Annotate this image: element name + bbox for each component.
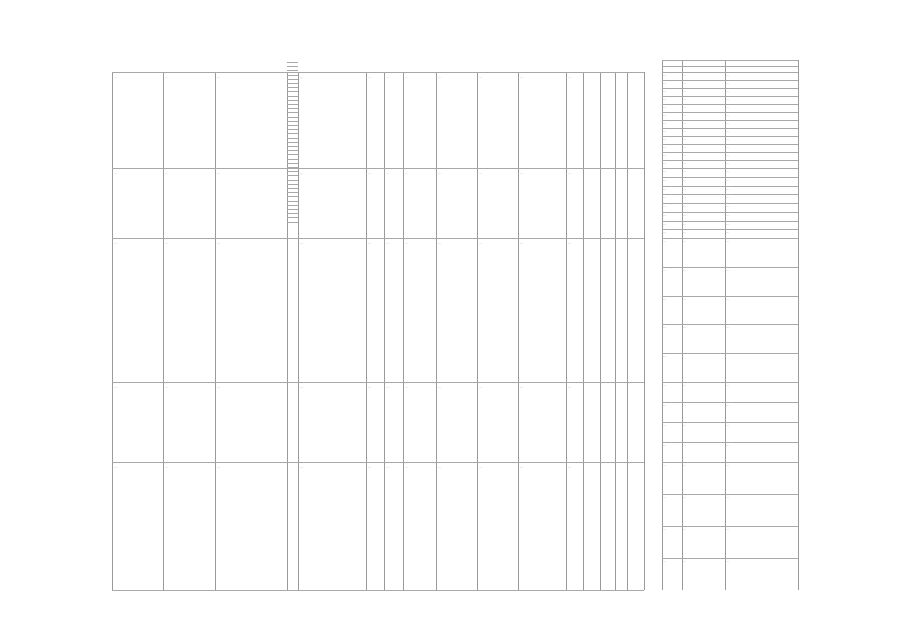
stub-line (287, 112, 298, 113)
grid-vline (163, 72, 164, 590)
cell-text: … (165, 465, 169, 469)
stub-line (287, 159, 298, 160)
stub-line (287, 167, 298, 168)
cell-text: … (479, 465, 483, 469)
sub-cell: … (683, 230, 687, 235)
sub-cell: … (683, 73, 687, 77)
sub-cell: … (726, 221, 730, 226)
grid-vline (583, 72, 584, 590)
sub-cell: … (683, 221, 687, 226)
sub-cell: … (726, 161, 730, 165)
stub-line (287, 70, 298, 71)
sub-cell: … (726, 559, 730, 563)
sub-hline (662, 72, 798, 73)
sub-cell: … (663, 403, 667, 407)
cell-text: … (300, 241, 304, 245)
grid-vline (615, 72, 616, 590)
cell-text: … (405, 385, 409, 389)
cell-text: … (300, 385, 304, 389)
sub-cell: … (663, 559, 667, 563)
sub-cell: … (663, 121, 667, 125)
stub-line (287, 104, 298, 105)
grid-hline (112, 168, 644, 169)
sub-cell: … (726, 463, 730, 467)
sub-cell: … (663, 169, 667, 173)
cell-text: … (479, 75, 483, 79)
cell-text: … (568, 171, 572, 175)
grid-hline (112, 382, 644, 383)
cell-text: … (114, 171, 118, 175)
sub-cell: … (663, 105, 667, 109)
cell-text: … (438, 241, 442, 245)
stub-line (287, 138, 298, 139)
sub-cell: … (663, 137, 667, 141)
grid-hline (112, 590, 644, 591)
stub-line (287, 125, 298, 126)
sub-cell: … (663, 296, 667, 301)
sub-cell: … (726, 105, 730, 109)
sub-cell: … (683, 177, 687, 182)
stub-line (287, 121, 298, 122)
sub-cell: … (683, 121, 687, 125)
sub-cell: … (726, 443, 730, 447)
stub-line (287, 163, 298, 164)
sub-cell: … (663, 495, 667, 499)
stub-line (287, 213, 298, 214)
sub-cell: … (726, 296, 730, 301)
cell-text: … (114, 75, 118, 79)
sub-cell (683, 354, 724, 381)
stub-line (287, 100, 298, 101)
sub-cell: … (663, 186, 667, 191)
cell-text: … (568, 385, 572, 389)
cell-text: … (114, 465, 118, 469)
cell-text: … (405, 75, 409, 79)
cell-text: … (165, 385, 169, 389)
cell-text: … (386, 75, 390, 79)
sub-cell: … (683, 169, 687, 173)
stub-line (287, 209, 298, 210)
sub-cell: … (683, 527, 687, 531)
sub-cell: … (726, 97, 730, 101)
grid-vline (366, 72, 367, 590)
sub-cell: … (726, 204, 730, 208)
sub-cell: … (663, 354, 667, 359)
cell-text: … (568, 465, 572, 469)
grid-vline (518, 72, 519, 590)
grid-vline (215, 72, 216, 590)
stub-line (287, 180, 298, 181)
sub-hline (662, 66, 798, 67)
cell-text: … (217, 171, 221, 175)
sub-cell: … (683, 325, 687, 330)
cell-text: … (368, 75, 372, 79)
sub-cell: … (726, 212, 730, 217)
sub-cell: … (663, 195, 667, 200)
cell-text: … (438, 171, 442, 175)
sub-cell: … (726, 121, 730, 125)
cell-text: … (368, 241, 372, 245)
stub-line (287, 133, 298, 134)
cell-text: … (520, 75, 524, 79)
stub-line (287, 79, 298, 80)
sub-cell: … (683, 186, 687, 191)
sub-cell: … (663, 113, 667, 117)
sub-cell: … (663, 383, 667, 387)
cell-text: … (217, 75, 221, 79)
sub-cell: … (726, 169, 730, 173)
sub-cell: … (683, 403, 687, 407)
sub-cell: … (683, 443, 687, 447)
sub-cell: … (726, 186, 730, 191)
sub-cell: … (663, 129, 667, 133)
cell-text: … (368, 465, 372, 469)
grid-vline (112, 72, 113, 590)
stub-line (287, 201, 298, 202)
sub-cell: … (683, 195, 687, 200)
sub-cell: … (663, 221, 667, 226)
stub-line (287, 184, 298, 185)
sub-cell: … (683, 495, 687, 499)
cell-text: … (165, 241, 169, 245)
grid-vline (644, 72, 645, 590)
sub-cell: … (683, 145, 687, 149)
cell-text: … (568, 75, 572, 79)
sub-cell: … (683, 423, 687, 427)
sub-cell: … (683, 81, 687, 85)
stub-line (287, 96, 298, 97)
sub-cell: … (663, 73, 667, 77)
sub-cell: … (663, 239, 667, 243)
stub-line (287, 117, 298, 118)
cell-text: … (520, 241, 524, 245)
stub-line (287, 108, 298, 109)
cell-text: … (405, 465, 409, 469)
sub-cell: … (726, 527, 730, 531)
sub-cell: … (663, 230, 667, 235)
cell-text: … (438, 465, 442, 469)
grid-hline (112, 72, 644, 73)
grid-hline (112, 238, 644, 239)
cell-text: … (165, 75, 169, 79)
sub-cell: … (663, 204, 667, 208)
sub-hline (662, 60, 798, 61)
stub-line (287, 188, 298, 189)
sub-cell: … (663, 161, 667, 165)
sub-cell: … (663, 463, 667, 467)
sub-cell: … (726, 423, 730, 427)
sub-cell: … (726, 325, 730, 330)
cell-text: … (217, 241, 221, 245)
sub-cell: … (683, 239, 687, 243)
sub-cell: … (663, 89, 667, 93)
cell-text: … (520, 465, 524, 469)
sub-cell (726, 354, 797, 381)
cell-text: … (368, 385, 372, 389)
sub-cell: … (663, 325, 667, 330)
stub-line (287, 83, 298, 84)
sub-cell: … (726, 129, 730, 133)
sub-cell: … (726, 153, 730, 157)
sub-cell: … (683, 129, 687, 133)
sub-cell: … (726, 73, 730, 77)
cell-text: … (300, 75, 304, 79)
grid-vline (566, 72, 567, 590)
sub-cell: … (683, 153, 687, 157)
grid-vline (298, 72, 299, 590)
cell-text: … (300, 465, 304, 469)
sub-cell: … (683, 137, 687, 141)
sub-cell: … (683, 105, 687, 109)
sub-cell: … (726, 195, 730, 200)
sub-cell: … (726, 239, 730, 243)
sub-cell: … (683, 97, 687, 101)
cell-text: … (438, 75, 442, 79)
sub-cell: … (663, 212, 667, 217)
sub-cell: … (683, 383, 687, 387)
stub-line (287, 222, 298, 223)
cell-text: … (568, 241, 572, 245)
cell-text: … (405, 241, 409, 245)
sub-cell: … (663, 267, 667, 272)
cell-text: … (405, 171, 409, 175)
stub-line (287, 75, 298, 76)
cell-text: … (114, 241, 118, 245)
stub-line (287, 87, 298, 88)
sub-cell: … (726, 137, 730, 141)
sub-cell: … (726, 495, 730, 499)
sub-cell: … (726, 89, 730, 93)
sub-cell: … (683, 89, 687, 93)
stub-line (287, 192, 298, 193)
sub-cell: … (726, 81, 730, 85)
grid-vline (477, 72, 478, 590)
sub-cell: … (726, 177, 730, 182)
cell-text: … (520, 385, 524, 389)
sub-cell: … (663, 443, 667, 447)
sub-cell: … (663, 81, 667, 85)
stub-line (287, 175, 298, 176)
sub-cell: … (683, 267, 687, 272)
stub-line (287, 129, 298, 130)
cell-text: … (520, 171, 524, 175)
sub-cell: … (683, 463, 687, 467)
cell-text: … (368, 171, 372, 175)
grid-vline (798, 60, 799, 590)
sub-cell: … (683, 296, 687, 301)
stub-line (287, 146, 298, 147)
stub-line (287, 91, 298, 92)
grid-hline (112, 462, 644, 463)
grid-vline (600, 72, 601, 590)
stub-line (287, 66, 298, 67)
sub-cell: … (683, 559, 687, 563)
cell-text: … (217, 465, 221, 469)
grid-vline (403, 72, 404, 590)
cell-text: … (386, 241, 390, 245)
stub-line (287, 171, 298, 172)
cell-text: … (386, 385, 390, 389)
sub-cell: … (683, 212, 687, 217)
grid-vline (384, 72, 385, 590)
stub-line (287, 154, 298, 155)
stub-line (287, 142, 298, 143)
stub-line (287, 62, 298, 63)
cell-text: … (114, 385, 118, 389)
stub-line (287, 150, 298, 151)
grid-vline (627, 72, 628, 590)
sub-cell: … (726, 230, 730, 235)
sub-cell: … (683, 204, 687, 208)
cell-text: … (479, 171, 483, 175)
sub-cell: … (663, 423, 667, 427)
sub-cell: … (663, 145, 667, 149)
cell-text: … (217, 385, 221, 389)
sub-cell: … (726, 113, 730, 117)
cell-text: … (438, 385, 442, 389)
cell-text: … (300, 171, 304, 175)
cell-text: … (386, 171, 390, 175)
sub-cell: … (726, 145, 730, 149)
sub-cell: … (663, 177, 667, 182)
cell-text: … (386, 465, 390, 469)
stub-line (287, 196, 298, 197)
cell-text: … (479, 241, 483, 245)
sub-cell: … (726, 267, 730, 272)
sub-cell: … (726, 383, 730, 387)
stub-line (287, 205, 298, 206)
sub-cell: … (663, 527, 667, 531)
sub-cell: … (663, 97, 667, 101)
stub-line (287, 217, 298, 218)
sub-cell: … (663, 153, 667, 157)
grid-vline (436, 72, 437, 590)
sub-cell: … (726, 403, 730, 407)
cell-text: … (165, 171, 169, 175)
cell-text: … (479, 385, 483, 389)
sub-cell: … (683, 113, 687, 117)
sub-cell: … (683, 161, 687, 165)
